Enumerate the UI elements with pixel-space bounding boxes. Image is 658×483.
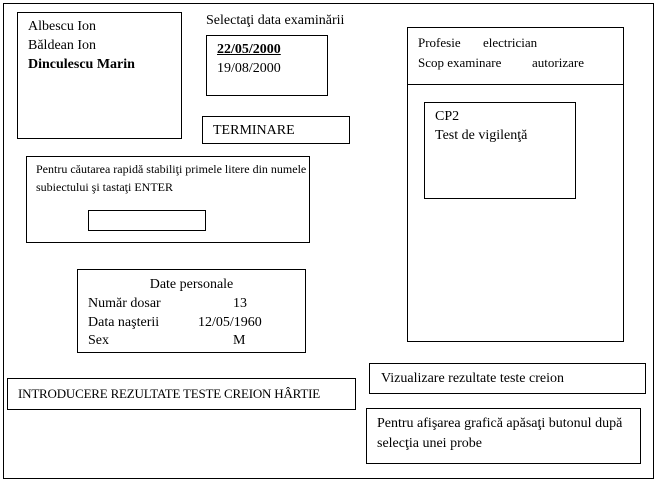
enter-results-button[interactable]: INTRODUCERE REZULTATE TESTE CREION HÂRTIE (7, 378, 356, 410)
subject-item[interactable]: Dinculescu Marin (28, 57, 135, 72)
subject-item[interactable]: Băldean Ion (28, 38, 97, 53)
quick-search-panel (26, 156, 310, 243)
exam-date-item[interactable]: 22/05/2000 (217, 42, 281, 57)
exam-info-panel (407, 27, 624, 85)
exam-date-heading: Selectaţi data examinării (206, 13, 345, 28)
graph-hint-panel: Pentru afişarea grafică apăsaţi butonul după selecţia unei probe (366, 408, 641, 464)
purpose-value: autorizare (532, 55, 584, 70)
subject-list[interactable] (17, 12, 182, 139)
file-number-label: Număr dosar (88, 296, 161, 311)
exam-date-list[interactable] (206, 35, 328, 96)
birth-date-label: Data naşterii (88, 315, 160, 330)
test-code[interactable]: CP2 (435, 109, 460, 124)
exam-date-item[interactable]: 19/08/2000 (217, 61, 281, 76)
profession-label: Profesie (418, 35, 461, 50)
view-results-button[interactable]: Vizualizare rezultate teste creion (369, 363, 646, 394)
test-list[interactable] (424, 102, 576, 199)
file-number-value: 13 (233, 296, 247, 311)
tests-panel (407, 84, 624, 342)
finish-button[interactable]: TERMINARE (202, 116, 350, 144)
quick-search-instructions: Pentru căutarea rapidă stabiliţi primele litere din numele subiectului şi tastaţi ENTER (36, 162, 307, 194)
purpose-label: Scop examinare (418, 55, 502, 70)
sex-label: Sex (88, 333, 109, 348)
test-name[interactable]: Test de vigilenţă (435, 128, 528, 143)
personal-data-heading: Date personale (149, 277, 234, 292)
birth-date-value: 12/05/1960 (198, 315, 262, 330)
subject-item[interactable]: Albescu Ion (28, 19, 97, 34)
sex-value: M (233, 333, 246, 348)
personal-data-panel (77, 269, 306, 353)
quick-search-input[interactable] (88, 210, 206, 231)
profession-value: electrician (483, 35, 538, 50)
